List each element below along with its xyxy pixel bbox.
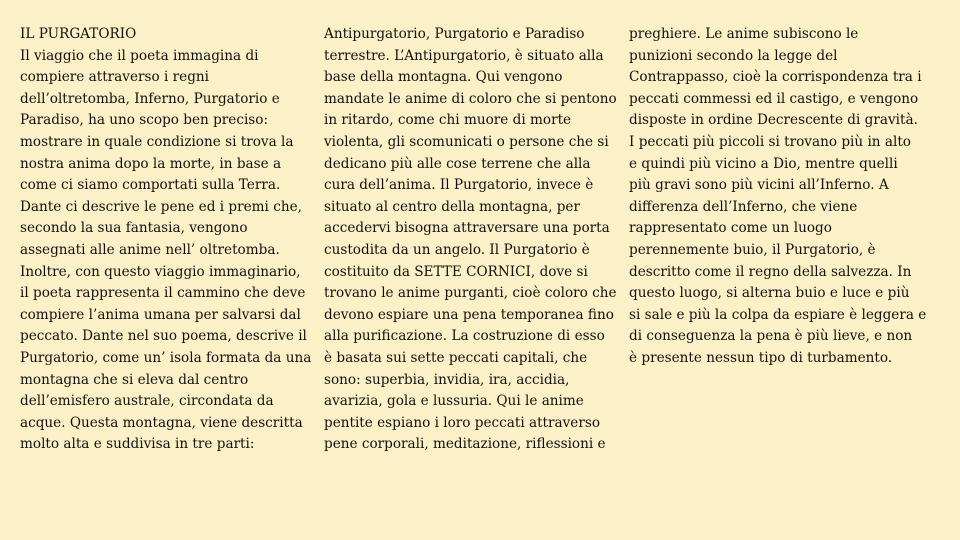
text-line: dedicano più alle cose terrene che alla: [324, 155, 591, 172]
text-line: acque. Questa montagna, viene descritta: [20, 414, 303, 431]
text-line: cura dell’anima. Il Purgatorio, invece è: [324, 177, 594, 194]
text-line: disposte in ordine Decrescente di gravità.: [629, 112, 918, 129]
text-line: dell’emisfero australe, circondata da: [20, 393, 274, 410]
text-line: terrestre. L’Antipurgatorio, è situato alla: [324, 47, 604, 64]
text-line: è basata sui sette peccati capitali, che: [324, 349, 588, 366]
text-line: peccati commessi ed il castigo, e vengono: [629, 90, 919, 107]
text-line: Dante ci descrive le pene ed i premi che,: [20, 198, 302, 215]
text-column-3: [629, 24, 949, 370]
text-line: molto alta e suddivisa in tre parti:: [20, 436, 255, 453]
text-line: costituito da SETTE CORNICI, dove si: [324, 263, 588, 280]
text-line: di conseguenza la pena è più lieve, e non: [629, 328, 913, 345]
text-line: IL PURGATORIO: [20, 26, 137, 42]
text-line: situato al centro della montagna, per: [324, 198, 580, 215]
text-line: pene corporali, meditazione, riflessioni e: [324, 436, 606, 453]
text-line: mostrare in quale condizione si trova la: [20, 133, 294, 150]
text-line: perennemente buio, il Purgatorio, è: [629, 241, 876, 258]
text-line: Il viaggio che il poeta immagina di: [20, 47, 259, 64]
text-line: pentite espiano i loro peccati attraverso: [324, 414, 601, 431]
text-line: rappresentato come un luogo: [629, 220, 832, 237]
text-line: peccato. Dante nel suo poema, descrive il: [20, 328, 307, 345]
text-line: punizioni secondo la legge del: [629, 47, 838, 64]
text-line: Inoltre, con questo viaggio immaginario,: [20, 263, 301, 280]
text-line: differenza dell’Inferno, che viene: [629, 198, 858, 215]
text-column-1: [20, 24, 325, 456]
text-line: è presente nessun tipo di turbamento.: [629, 349, 893, 366]
text-line: devono espiare una pena temporanea fino: [324, 306, 614, 323]
text-line: violenta, gli scomunicati o persone che si: [324, 133, 609, 150]
text-line: Contrappasso, cioè la corrispondenza tra i: [629, 69, 922, 86]
text-line: si sale e più la colpa da espiare è leggera e: [629, 306, 927, 323]
text-line: il poeta rappresenta il cammino che deve: [20, 285, 306, 302]
text-line: dell’oltretomba, Inferno, Purgatorio e: [20, 90, 280, 107]
text-line: questo luogo, si alterna buio e luce e più: [629, 285, 910, 302]
text-line: compiere l’anima umana per salvarsi dal: [20, 306, 301, 323]
text-column-2: [324, 24, 634, 456]
text-line: mandate le anime di coloro che si pentono: [324, 90, 617, 107]
text-line: Paradiso, ha uno scopo ben preciso:: [20, 112, 269, 129]
text-line: accedervi bisogna attraversare una porta: [324, 220, 610, 237]
text-line: in ritardo, come chi muore di morte: [324, 112, 572, 129]
text-line: assegnati alle anime nell’ oltretomba.: [20, 241, 280, 258]
text-line: I peccati più piccoli si trovano più in alto: [629, 133, 911, 150]
text-line: compiere attraverso i regni: [20, 69, 209, 86]
text-line: Antipurgatorio, Purgatorio e Paradiso: [324, 26, 585, 42]
text-line: custodita da un angelo. Il Purgatorio è: [324, 241, 590, 258]
text-line: secondo la sua fantasia, vengono: [20, 220, 248, 237]
text-line: più gravi sono più vicini all’Inferno. A: [629, 177, 889, 194]
text-line: sono: superbia, invidia, ira, accidia,: [324, 371, 570, 388]
text-line: preghiere. Le anime subiscono le: [629, 26, 859, 42]
text-line: e quindi più vicino a Dio, mentre quelli: [629, 155, 898, 172]
text-line: Purgatorio, come un’ isola formata da una: [20, 349, 312, 366]
text-line: trovano le anime purganti, cioè coloro che: [324, 285, 617, 302]
text-line: come ci siamo comportati sulla Terra.: [20, 177, 281, 194]
text-line: avarizia, gola e lussuria. Qui le anime: [324, 393, 584, 410]
text-line: base della montagna. Qui vengono: [324, 69, 563, 86]
text-line: alla purificazione. La costruzione di esso: [324, 328, 605, 345]
text-line: descritto come il regno della salvezza. In: [629, 263, 912, 280]
text-line: montagna che si eleva dal centro: [20, 371, 249, 388]
text-line: nostra anima dopo la morte, in base a: [20, 155, 282, 172]
